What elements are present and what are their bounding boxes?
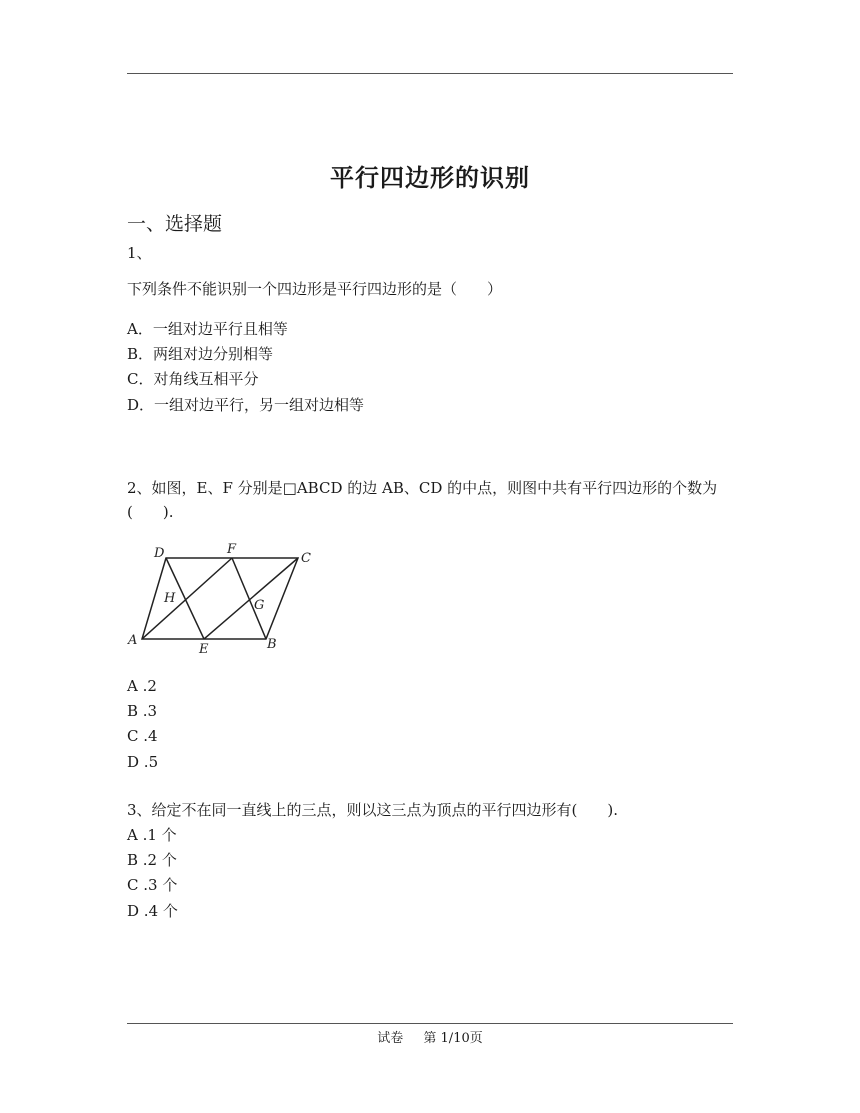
question-1-stem: 下列条件不能识别一个四边形是平行四边形的是（ ） [127,280,503,298]
footer-rule [127,1023,733,1024]
footer-label: 试卷 [377,1031,404,1046]
question-1-option-a: A．一组对边平行且相等 [127,320,288,338]
parallelogram-figure [120,535,320,660]
question-3-option-b: B .2 个 [127,851,177,869]
figure-label-d: D [154,546,165,561]
figure-label-b: B [267,637,277,652]
question-2-option-a: A .2 [127,677,157,695]
question-1-option-c: C．对角线互相平分 [127,370,259,388]
header-rule [127,73,733,74]
figure-label-h: H [164,591,176,606]
question-2-option-b: B .3 [127,702,158,720]
question-2-stem-line1: 2、如图，E、F 分别是□ABCD 的边 AB、CD 的中点，则图中共有平行四边形的个数为 [127,479,718,497]
question-3-option-d: D .4 个 [127,902,178,920]
figure-label-a: A [128,633,138,648]
figure-label-c: C [301,551,311,566]
page-number: 第 1/10页 [423,1031,483,1046]
question-3-option-c: C .3 个 [127,876,178,894]
question-3-option-a: A .1 个 [127,826,177,844]
figure-label-g: G [254,598,265,613]
figure-label-e: E [199,642,209,657]
question-3-stem: 3、给定不在同一直线上的三点，则以这三点为顶点的平行四边形有( ). [127,801,619,819]
page-footer [0,1027,860,1046]
question-2-option-c: C .4 [127,727,158,745]
question-2-option-d: D .5 [127,753,159,771]
question-1-number: 1、 [127,244,152,262]
question-1-option-b: B．两组对边分别相等 [127,345,274,363]
question-2-stem-line2: ( ). [127,503,174,521]
question-1-option-d: D．一组对边平行，另一组对边相等 [127,396,365,414]
page-title: 平行四边形的识别 [330,163,530,192]
figure-label-f: F [227,542,237,557]
section-heading: 一、选择题 [127,213,223,235]
